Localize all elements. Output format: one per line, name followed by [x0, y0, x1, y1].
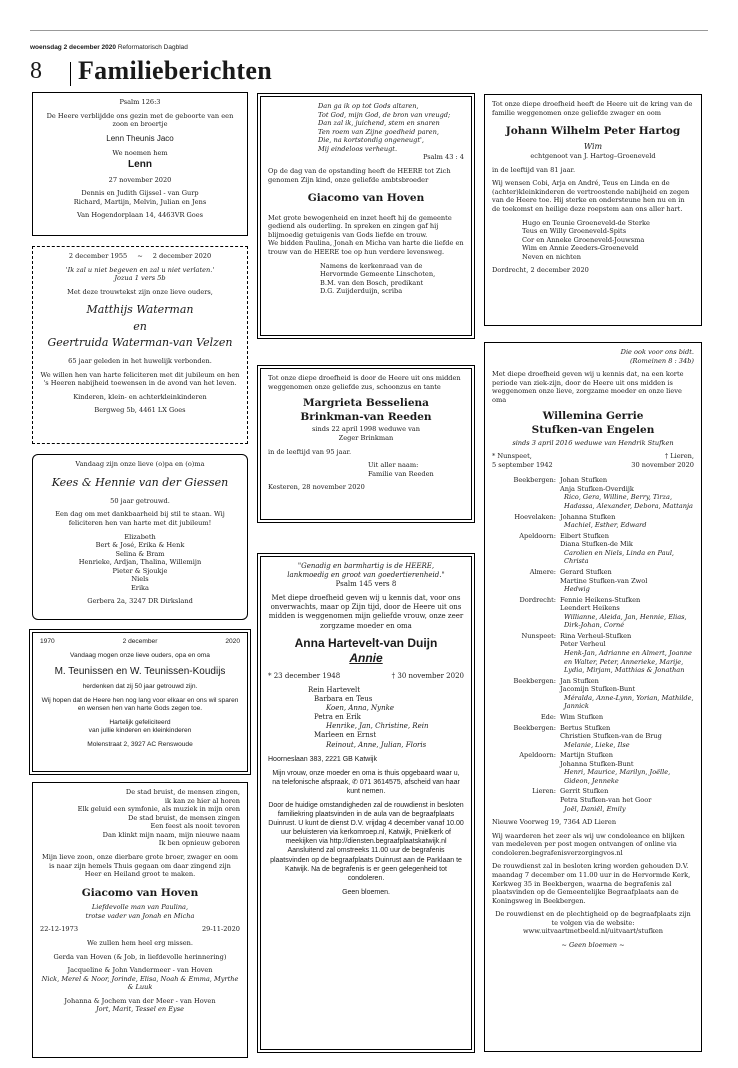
couple-names: Kees & Hennie van der Giessen [51, 475, 229, 489]
child-entry: Bert & José, Erika & Henk [95, 541, 185, 550]
congrats-text: Hartelijk gefeliciteerd [109, 718, 171, 726]
birth-date: 22-12-1973 [40, 925, 79, 934]
address: Bergweg 5b, 4461 LX Goes [94, 406, 186, 415]
family-name: Fennie Heikens-Stufken [560, 595, 641, 604]
child-entry: Selina & Bram [115, 549, 165, 558]
announcement-anniversary-waterman [32, 246, 248, 444]
from-text: van jullie kinderen en kleinkinderen [88, 727, 192, 735]
intro-text: Tot onze diepe droefheid heeft de Heere uit de kring van de familie weggenomen onze geliefde zwager en oom [492, 100, 693, 117]
family-place: Beekbergen: [513, 476, 556, 485]
name-connector: en [133, 319, 147, 333]
birth-place: * Nunspeet, [492, 452, 532, 461]
deceased-name: Johann Wilhelm Peter Hartog [505, 125, 681, 138]
poem-line: Dan zal ik, juichend, stem en snaren [318, 119, 440, 128]
siblings: Richard, Martijn, Melvin, Julian en Jens [73, 197, 207, 206]
obituary-hartevelt [260, 556, 472, 1050]
family-children: Machiel, Esther, Edward [564, 521, 647, 530]
address: Molenstraat 2, 3927 AC Renswoude [87, 740, 193, 748]
family-entry: Jacqueline & John Vandermeer - van Hoven [67, 966, 213, 975]
widow-line: sinds 22 april 1998 weduwe van [312, 425, 420, 434]
family-entry: Hugo en Teunie Groeneveld-de Sterke [522, 218, 650, 227]
family-children: Rico, Gera, Willine, Berry, Tirza, Hadassa, Alexander, Debora, Mattanja [564, 493, 693, 511]
family-name: Peter Verheul [560, 640, 606, 649]
years-text: 65 jaar geleden in het huwelijk verbonden. [68, 357, 212, 366]
intro-text: Vandaag mogen onze lieve ouders, opa en oma [70, 651, 210, 659]
deceased-surname: Brinkman-van Reeden [300, 410, 432, 423]
death-place: † Lieren, [664, 452, 694, 461]
family-name: Wim Stufken [560, 712, 604, 721]
funeral-text: Door de huidige omstandigheden zal de rouwdienst in besloten familiekring plaatsvinden in de aula van de begraafplaats Duinrust. U kunt de dienst D.V. vrijdag 4 december vanaf 10.00 uur beluisteren via kerkomroep.nl, Katwijk, Pniëlkerk of meekijken via http://diensten.begraafplaatskatwijk.nl Aansluitend zal omstreeks 11.00 uur de begrafenis plaatsvinden op de begraafplaats Duinrust aan de Parklaan te Katwijk. Na de begrafenis is er geen gelegenheid tot condoleren. [268, 801, 464, 882]
poem-line: Een feest als nooit tevoren [150, 822, 240, 831]
date-from: 2 december 1955 [68, 252, 128, 260]
birth-date: * 23 december 1948 [268, 671, 341, 680]
date-to: 2 december 2020 [152, 252, 212, 260]
family-place: Ede: [540, 712, 556, 721]
years-text: 50 jaar getrouwd. [110, 496, 170, 505]
family-children: Melanie, Lieke, Ilse [564, 740, 630, 749]
family-name: Johan Stufken [560, 476, 608, 485]
family-name: Petra Stufken-van het Goor [560, 796, 652, 805]
announcement-anniversary-teunissen [32, 632, 248, 772]
deceased-first-names: Willemina Gerrie [542, 410, 644, 423]
widow-line: sinds 3 april 2016 weduwe van Hendrik Stufken [512, 438, 674, 447]
family-entry: Neven en nichten [522, 252, 581, 261]
subtitle-line: Liefdevolle man van Paulina, [91, 903, 189, 912]
poem-line: Tot God, mijn God, de bron van vreugd; [318, 110, 451, 119]
birth-date: 5 september 1942 [492, 460, 553, 469]
family-row [492, 724, 694, 750]
address: Nieuwe Voorweg 19, 7364 AD Lieren [492, 818, 617, 827]
family-children: Joël, Daniël, Emily [564, 804, 626, 813]
intro-text: Mijn lieve zoon, onze dierbare grote broer, zwager en oom is naar zijn hemels Thuis gegaan om daar zingend zijn Heer en Heiland groot te maken. [41, 852, 239, 879]
signature-line: D.G. Zuijderduijn, scriba [320, 287, 403, 296]
child-entry: Pieter & Sjoukje [112, 566, 168, 575]
title-divider [70, 62, 71, 86]
poem-line: Die, na kortstondig ongeneugt', [318, 136, 424, 145]
family-place: Lieren: [532, 787, 556, 796]
quote-line: lankmoedig en groot van goedertierenheid." [287, 571, 445, 580]
announcement-anniversary-giessen [32, 454, 248, 620]
family-name: Diana Stufken-de Mik [560, 540, 633, 549]
death-date: † 30 november 2020 [391, 671, 464, 680]
header-date: woensdag 2 december 2020 [30, 44, 116, 51]
spouse-line: echtgenoot van J. Hartog–Groeneveld [530, 152, 656, 161]
family-entry: Barbara en Teus [314, 695, 373, 704]
poem-line: Mij eindeloos verheugt. [318, 144, 398, 153]
family-children: Henrike, Jan, Christine, Rein [326, 722, 429, 731]
funeral-text: De rouwdienst zal in besloten kring worden gehouden D.V. maandag 7 december om 11.00 uur in de Hervormde Kerk, Kerkweg 35 in Beekbergen, waarna de begrafenis zal plaatsvinden op de Gemeentelijke Begraafplaats aan de Koningsweg in Beekbergen. [492, 862, 691, 905]
name-wife: Geertruida Waterman-van Velzen [47, 335, 233, 349]
family-row [492, 568, 694, 594]
family-children: Carolien en Niels, Linda en Paul, Christa [564, 548, 675, 566]
family-row [492, 713, 694, 722]
intro-text: Op de dag van de opstanding heeft de HEERE tot Zich genomen Zijn kind, onze geliefde ambtsbroeder [268, 166, 451, 184]
from-line: Familie van Reeden [368, 469, 434, 478]
death-date: 30 november 2020 [631, 460, 694, 469]
flowers-note: ~ Geen bloemen ~ [561, 940, 625, 949]
child-entry: Erika [130, 583, 149, 592]
signature-line: B.M. van den Bosch, predikant [320, 278, 424, 287]
poem-line: Ik ben opnieuw geboren [158, 839, 240, 848]
from-line: Uit aller naam: [368, 461, 419, 470]
family-children: Koen, Anna, Nynke [326, 704, 395, 713]
psalm-ref: Psalm 43 : 4 [422, 153, 464, 162]
years-text: herdenken dat zij 50 jaar getrouwd zijn. [82, 683, 198, 691]
family-row [492, 677, 694, 711]
family-place: Hoevelaken: [514, 512, 556, 521]
family-row [492, 513, 694, 530]
husband-name: Zeger Brinkman [338, 433, 394, 442]
family-place: Nunspeet: [521, 631, 556, 640]
psalm-ref: Psalm 145 vers 8 [335, 580, 397, 589]
viewing-note: Mijn vrouw, onze moeder en oma is thuis opgebaard waar u, na telefonische afspraak, ✆ 071 3614575, afscheid van haar kunt nemen. [272, 769, 460, 795]
quote-line: "Genadig en barmhartig is de HEERE, [297, 562, 435, 570]
family-name: Jan Stufken [560, 676, 599, 685]
intro-text: Tot onze diepe droefheid is door de Heere uit ons midden weggenomen onze geliefde zus, schoonzus en tante [268, 374, 461, 391]
family-children: Henk-Jan, Adrianne en Almert, Joanne en Walter, Peter, Annerieke, Marije, Lydia, Mirjam, Matthias & Jonathan [564, 649, 692, 675]
wish-text: We bidden Paulina, Jonah en Micha van harte die liefde en trouw van de HEERE toe op hun verdere levensweg. [268, 239, 464, 256]
family-entry: Petra en Erik [314, 713, 361, 722]
deceased-name: Giacomo van Hoven [81, 886, 199, 899]
family-children: Willianne, Aleida, Jan, Hennie, Elias, Dirk-Johan, Corné [564, 612, 687, 630]
poem-line: De stad bruist, de mensen zingen [128, 813, 240, 822]
poem-line: Ten roem van Zijne goedheid paren, [318, 127, 439, 136]
parents: Dennis en Judith Gijssel - van Gurp [81, 189, 199, 198]
flowers-note: Geen bloemen. [342, 888, 390, 896]
wish-text: We willen hen van harte feliciteren met dit jubileum en hen 's Heeren nabijheid toewensen in de avond van het leven. [40, 370, 240, 388]
tilde: ~ [137, 252, 143, 260]
obituary-giacomo-church [260, 96, 472, 336]
address: Gerbera 2a, 3247 DR Dirksland [87, 597, 193, 606]
name-husband: Matthijs Waterman [86, 303, 194, 317]
family-name: Johanna Stufken-Bunt [560, 759, 634, 768]
poem-line: ik kan ze hier al horen [164, 796, 240, 805]
family-children: Reinout, Anne, Julian, Floris [326, 740, 427, 749]
family-row [492, 596, 694, 630]
psalm-ref: Psalm 126:3 [119, 98, 161, 106]
quote-line: Die ook voor ons bidt. [620, 348, 694, 356]
family-row [492, 751, 694, 785]
family-text: Kinderen, klein- en achterkleinkinderen [73, 392, 207, 401]
subtitle-line: trotse vader van Jonah en Micha [85, 911, 195, 920]
deceased-surname: Stufken-van Engelen [531, 424, 655, 437]
year-from: 1970 [40, 638, 55, 645]
family-name: Bertus Stufken [560, 723, 611, 732]
family-name: Rina Verheul-Stufken [560, 631, 632, 640]
family-place: Apeldoorn: [519, 531, 556, 540]
child-name: Lenn [128, 158, 152, 170]
family-name: Gerard Stufken [560, 567, 612, 576]
obituary-stufken [484, 342, 702, 1052]
thanks-text: Een dag om met dankbaarheid bij stil te staan. Wij feliciteren hen van harte met dit jubileum! [55, 510, 225, 527]
wedding-text-ref: Jozua 1 vers 5b [114, 274, 166, 283]
family-name: Martine Stufken-van Zwol [560, 576, 648, 585]
deceased-nickname: Wim [583, 141, 603, 151]
family-name: Gerrit Stufken [560, 787, 609, 796]
family-place: Beekbergen: [513, 676, 556, 685]
stream-text: De rouwdienst en de plechtigheid op de begraafplaats zijn te volgen via de website: www.uitvaartmetbeeld.nl/uitvaart/stufken [495, 910, 691, 936]
age-text: in de leeftijd van 95 jaar. [268, 447, 352, 456]
we-call-text: We noemen hem [112, 149, 168, 158]
family-children: Hedwig [564, 585, 590, 594]
family-row [492, 632, 694, 675]
page-title: Familieberichten [78, 56, 272, 85]
poem-line: Dan ga ik op tot Gods altaren, [318, 102, 419, 110]
family-place: Apeldoorn: [519, 751, 556, 760]
age-text: in de leeftijd van 81 jaar. [492, 165, 576, 174]
family-children: Nick, Merel & Noor, Jorinde, Elisa, Noah & Emma, Myrthe & Luuk [41, 974, 239, 992]
family-row [492, 532, 694, 566]
death-date: 29-11-2020 [201, 925, 240, 934]
family-children: Henri, Maurice, Marilyn, Joëlle, Gideon, Jenneke [564, 768, 671, 785]
child-entry: Elizabeth [124, 532, 156, 541]
deceased-nickname: Annie [349, 651, 383, 666]
signature-line: Namens de kerkenraad van de [320, 261, 423, 270]
family-entry: Johanna & Jochem van der Meer - van Hoven [64, 996, 216, 1005]
intro-text: Vandaag zijn onze lieve (o)pa en (o)ma [75, 460, 205, 468]
child-entry: Niels [131, 575, 149, 584]
poem-line: Elk geluid een symfonie, als muziek in mijn oren [77, 805, 240, 814]
couple-names: M. Teunissen en W. Teunissen-Koudijs [54, 666, 226, 678]
header-dateline [30, 44, 188, 51]
intro-text: De Heere verblijdde ons gezin met de geboorte van een zoon en broertje [46, 111, 234, 129]
family-name: Leendert Heikens [560, 604, 620, 613]
miss-text: We zullen hem heel erg missen. [87, 938, 193, 947]
family-place: Almere: [529, 567, 556, 576]
family-name: Anja Stufken-Overdijk [560, 484, 634, 493]
address: Van Hogendorplaan 14, 4463VR Goes [76, 211, 204, 220]
wedding-text: 'Ik zal u niet begeven en zal u niet verlaten.' [65, 265, 215, 274]
place-date: Dordrecht, 2 december 2020 [492, 266, 589, 275]
child-entry: Henrieke, Ardjan, Thalina, Willemijn [78, 558, 202, 567]
body-text: Met grote bewogenheid en inzet heeft hij de gemeente gediend als ouderling. In spreken en zingen gaf hij blijmoedig getuigenis van Gods liefde en trouw. [268, 213, 452, 239]
deceased-name: Giacomo van Hoven [307, 192, 425, 205]
year-to: 2020 [225, 638, 240, 645]
intro-text: Met diepe droefheid geven wij u kennis dat, voor ons onverwachts, maar op Zijn tijd, door de Heere uit ons midden is weggenomen mijn geliefde vrouw, onze zeer zorgzame moeder en oma [268, 594, 464, 630]
intro-text: Met diepe droefheid geven wij u kennis dat, na een korte periode van ziek-zijn, door de Heere uit ons midden is weggenomen onze lieve, zorgzame moeder en onze lieve oma [492, 370, 684, 404]
family-entry: Gerda van Hoven (& Job, in liefdevolle herinnering) [53, 952, 227, 961]
address: Hoorneslaan 383, 2221 GB Katwijk [268, 755, 377, 763]
family-name: Jacomijn Stufken-Bunt [560, 685, 636, 694]
family-entry: Teus en Willy Groeneveld-Spits [522, 227, 627, 236]
family-entry: Cor en Anneke Groeneveld-Jouwsma [522, 235, 645, 244]
family-place: Dordrecht: [519, 595, 556, 604]
child-full-name: Lenn Theunis Jaco [106, 133, 174, 143]
deceased-name: Anna Hartevelt-van Duijn [294, 635, 438, 650]
signature-line: Hervormde Gemeente Linschoten, [320, 270, 436, 279]
announcement-birth-lenn [32, 92, 248, 236]
obituary-giacomo-family [32, 782, 248, 1058]
family-children: Méralda, Anne-Lynn, Yorian, Mathilde, Jannick [564, 693, 694, 711]
deceased-first-names: Margrieta Besseliena [303, 397, 429, 410]
family-place: Beekbergen: [513, 723, 556, 732]
page-number: 8 [30, 58, 42, 84]
family-row [492, 787, 694, 813]
intro-text: Met deze trouwtekst zijn onze lieve ouders, [67, 287, 213, 296]
poem-line: De stad bruist, de mensen zingen, [125, 788, 240, 796]
top-rule [30, 30, 708, 31]
family-entry: Wim en Annie Zeeders-Groeneveld [522, 244, 639, 253]
place-date: Kesteren, 28 november 2020 [268, 483, 365, 492]
family-row [492, 476, 694, 510]
family-children: Jort, Marit, Tessel en Eyse [95, 1005, 185, 1014]
family-name: Christien Stufken-van de Brug [560, 732, 662, 741]
wish-text: Wij hopen dat de Heere hen nog lang voor elkaar en ons wil sparen en wensen hen van harte Gods zegen toe. [41, 696, 239, 713]
family-entry: Rein Hartevelt [308, 685, 361, 694]
family-name: Johanna Stufken [560, 512, 616, 521]
body-text: Wij wensen Cobi, Arja en André, Teus en Linda en de (achter)kleinkinderen de vertroostende nabijheid en zegen van de Heere toe. Hij sterke en ondersteune hen nu en in de toekomst en heilige deze roepstem aan ons aller hart. [492, 179, 690, 213]
quote-ref: (Romeinen 8 : 34b) [629, 356, 694, 365]
family-entry: Marleen en Ernst [314, 731, 377, 740]
condolence-text: Wij waarderen het zeer als wij uw condoleance en blijken van medeleven per post mogen ontvangen of online via condoleren.begrafenisverzorgingvos.nl [492, 831, 685, 857]
obituary-hartog [484, 94, 702, 326]
date: 2 december [122, 638, 158, 645]
family-name: Eibert Stufken [560, 531, 609, 540]
birth-date: 27 november 2020 [108, 175, 172, 184]
family-name: Martijn Stufken [560, 751, 613, 760]
poem-line: Dan klinkt mijn naam, mijn nieuwe naam [102, 830, 240, 839]
header-paper: Reformatorisch Dagblad [117, 44, 188, 51]
obituary-brinkman [260, 368, 472, 520]
